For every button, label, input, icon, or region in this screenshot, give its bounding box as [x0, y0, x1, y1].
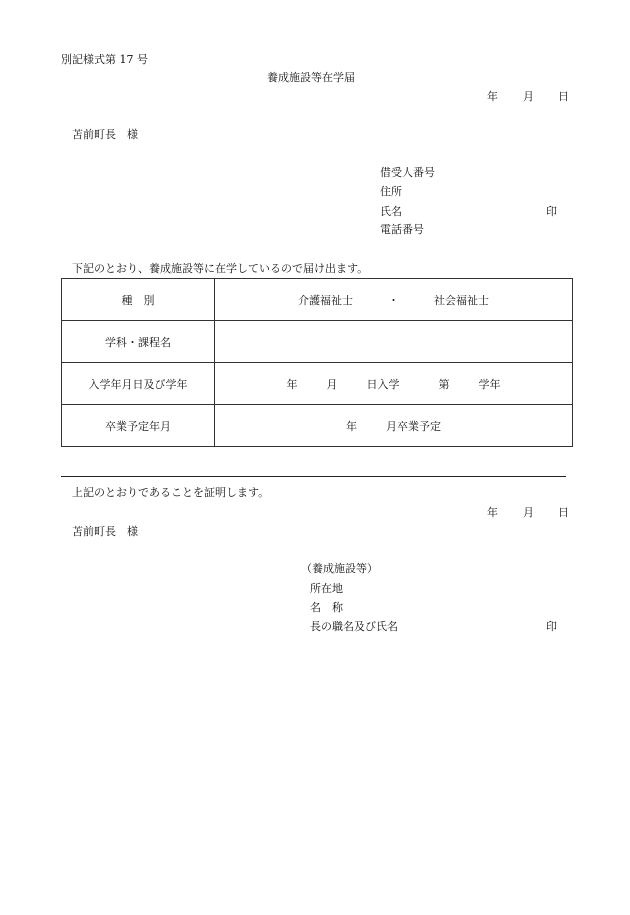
table-row [62, 279, 573, 321]
table-row [62, 321, 573, 363]
graduation-value-cell [215, 405, 573, 447]
date-month: 月 [523, 506, 534, 519]
address-label: 住所 [380, 185, 402, 198]
enrollment-table [61, 278, 573, 447]
date-month: 月 [523, 90, 534, 103]
school-name-label: 名 称 [310, 601, 343, 614]
type-label: 種 別 [62, 279, 215, 321]
table-row [62, 363, 573, 405]
admission-day: 日入学 [366, 377, 400, 391]
type-separator: ・ [388, 293, 399, 307]
type-option-care: 介護福祉士 [298, 293, 353, 307]
school-location-label: 所在地 [310, 582, 343, 595]
certification-text: 上記のとおりであることを証明します。 [72, 486, 270, 499]
graduation-year: 年 [346, 419, 357, 433]
table-row [62, 405, 573, 447]
course-label: 学科・課程名 [62, 321, 215, 363]
type-option-social: 社会福祉士 [434, 293, 489, 307]
intro-text: 下記のとおり、養成施設等に在学しているので届け出ます。 [72, 262, 369, 275]
admission-year: 年 [286, 377, 298, 391]
course-value [215, 321, 573, 363]
borrower-number-label: 借受人番号 [380, 166, 435, 179]
date-day: 日 [558, 506, 569, 519]
page-title: 養成施設等在学届 [267, 71, 355, 84]
grade-prefix: 第 [438, 377, 450, 391]
applicant-seal: 印 [546, 205, 557, 218]
school-seal: 印 [546, 620, 557, 633]
graduation-month: 月卒業予定 [386, 419, 441, 433]
graduation-label: 卒業予定年月 [62, 405, 215, 447]
phone-label: 電話番号 [380, 223, 424, 236]
school-heading: （養成施設等） [301, 562, 378, 575]
school-head-label: 長の職名及び氏名 [310, 620, 398, 633]
type-value-cell [215, 279, 573, 321]
admission-label: 入学年月日及び学年 [62, 363, 215, 405]
date-day: 日 [558, 90, 569, 103]
divider [61, 476, 566, 477]
grade-suffix: 学年 [478, 377, 501, 391]
date-year: 年 [487, 506, 498, 519]
form-number: 別記様式第 17 号 [61, 53, 148, 66]
admission-value-cell [215, 363, 573, 405]
addressee-bottom: 苫前町長 様 [72, 525, 138, 538]
name-label: 氏名 [380, 205, 402, 218]
addressee-top: 苫前町長 様 [72, 128, 138, 141]
admission-month: 月 [326, 377, 338, 391]
date-year: 年 [487, 90, 498, 103]
